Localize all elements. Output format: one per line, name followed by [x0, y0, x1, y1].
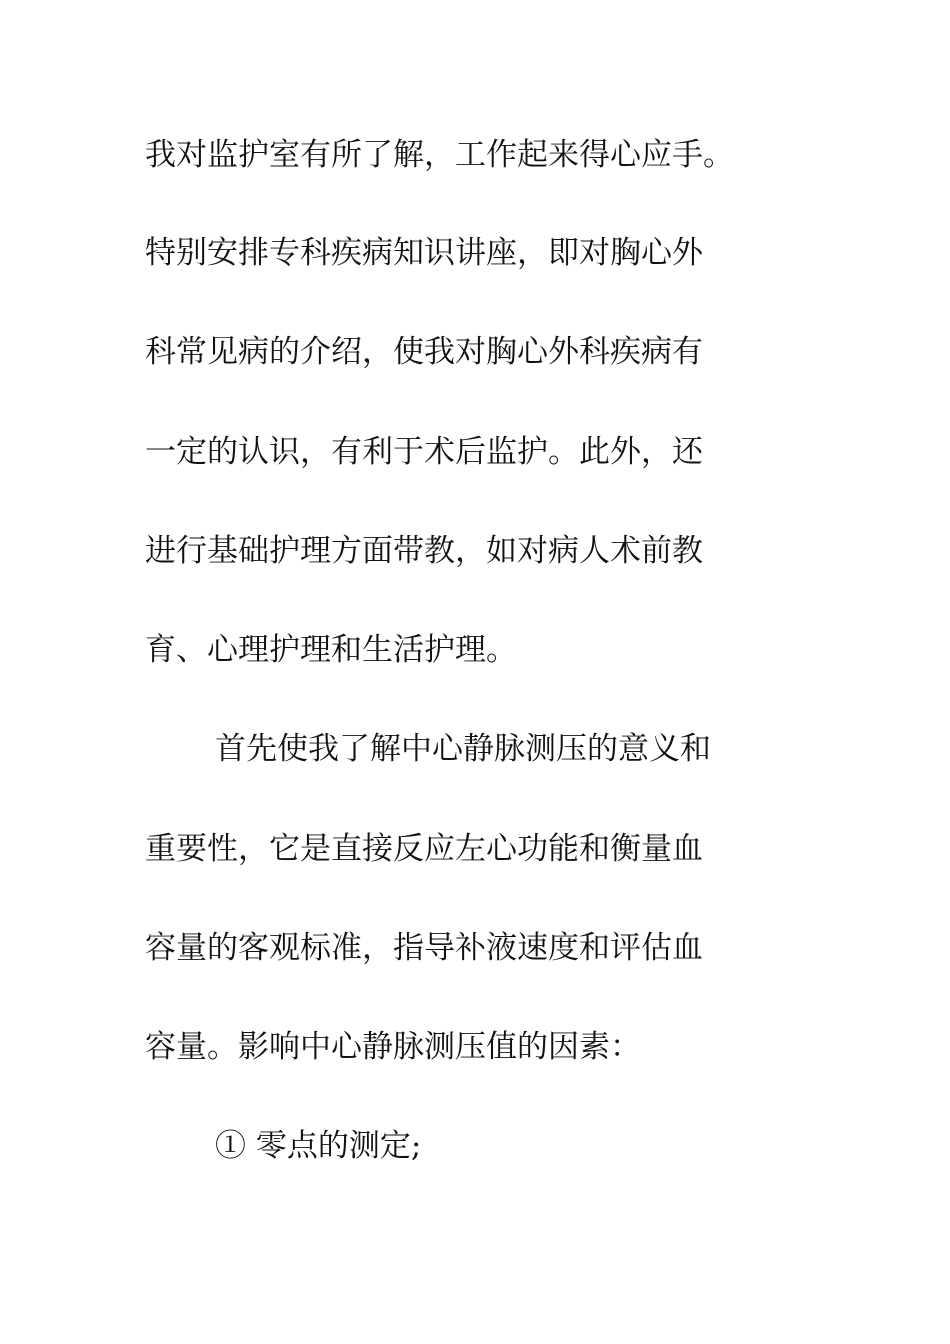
paragraph-line-6: 育、心理护理和生活护理。: [145, 632, 517, 668]
paragraph-line-2: 特别安排专科疾病知识讲座，即对胸心外: [145, 235, 703, 271]
paragraph-line-1: 我对监护室有所了解，工作起来得心应手。: [145, 137, 734, 173]
list-item-1: ① 零点的测定;: [215, 1128, 422, 1164]
paragraph-line-4: 一定的认识，有利于术后监护。此外，还: [145, 434, 703, 470]
paragraph-line-5: 进行基础护理方面带教，如对病人术前教: [145, 533, 703, 569]
paragraph-line-3: 科常见病的介绍，使我对胸心外科疾病有: [145, 334, 703, 370]
paragraph-line-8: 重要性，它是直接反应左心功能和衡量血: [145, 831, 703, 867]
paragraph-line-7: 首先使我了解中心静脉测压的意义和: [215, 731, 711, 767]
paragraph-line-9: 容量的客观标准，指导补液速度和评估血: [145, 930, 703, 966]
paragraph-line-10: 容量。影响中心静脉测压值的因素：: [145, 1029, 641, 1065]
